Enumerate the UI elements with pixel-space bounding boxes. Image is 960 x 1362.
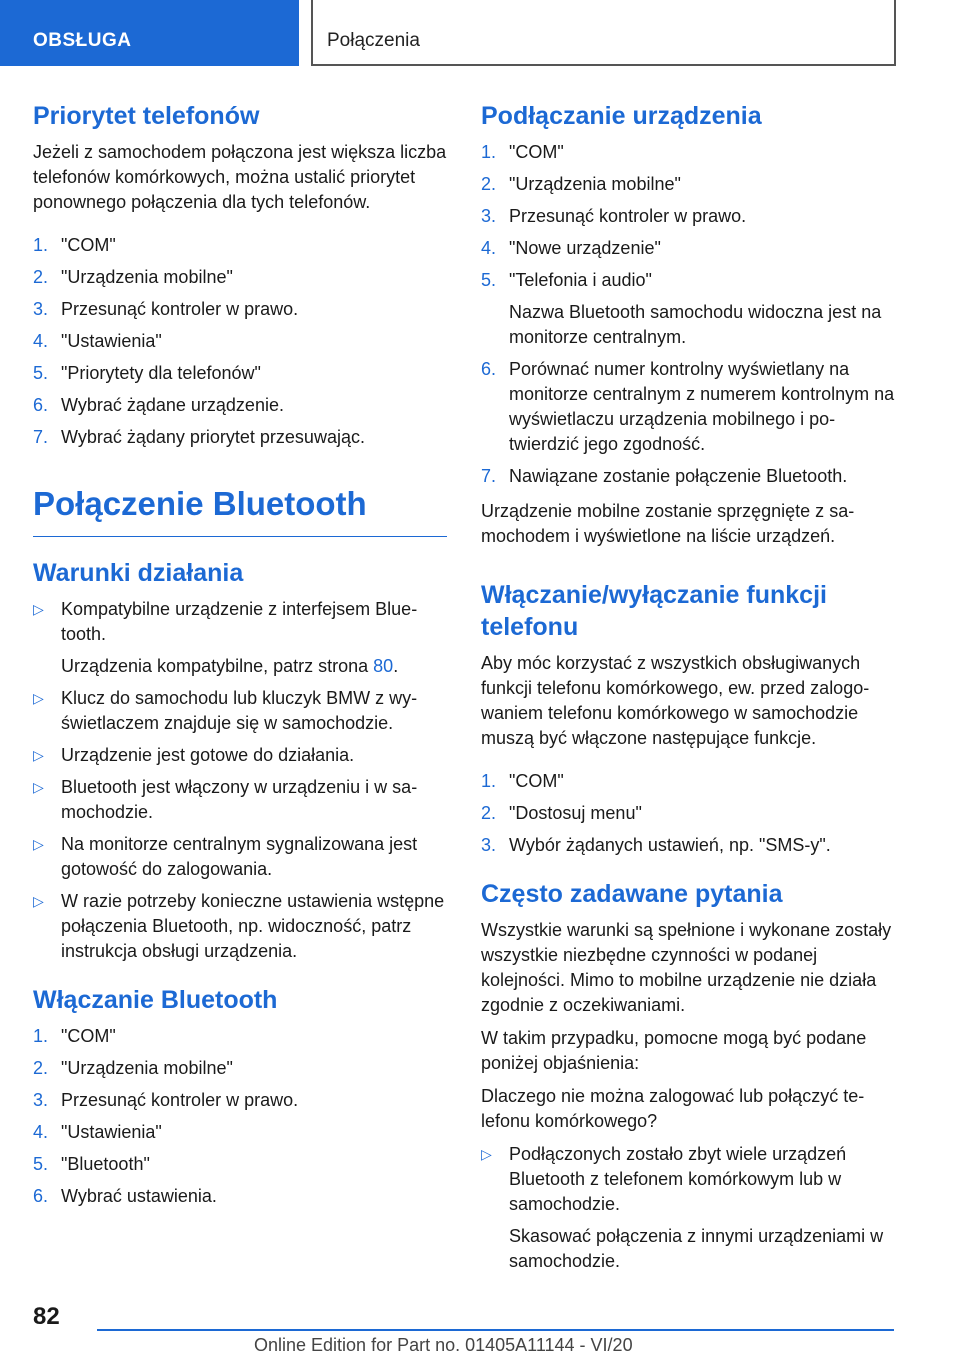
list-item: 2. "Urządzenia mobilne" [481,174,681,194]
page-header [0,0,960,66]
triangle-bullet-icon: ▷ [481,1146,492,1162]
list-item: 1. "COM" [33,1026,116,1046]
connect-heading: Podłączanie urządzenia [481,102,762,130]
functions-steps [481,769,896,858]
list-item: 1. "COM" [33,235,116,255]
list-item: 4. "Ustawienia" [33,1122,162,1142]
faq-p3: Dlaczego nie można zalogować lub połączyć telefonu komórkowego? [481,1086,865,1131]
connect-steps [481,140,896,489]
functions-intro: Aby móc korzystać z wszystkich obsługiwanych funkcji telefonu komórkowego, ew. przed zalogowaniem telefonu komórkowego w samochodzie muszą być włączone następujące funkcje. [481,653,870,748]
list-item: 1. "COM" [481,771,564,791]
triangle-bullet-icon: ▷ [33,601,44,617]
right-column [481,100,896,1284]
list-item: 2. "Urządzenia mobilne" [33,1058,233,1078]
list-item: 6. Wybrać ustawienia. [33,1186,217,1206]
list-item: 5. "Priorytety dla telefonów" [33,363,261,383]
faq-p1: Wszystkie warunki są spełnione i wykonane zostały wszystkie niezbędne czynności w podanej kolejności. Mimo to mobilne urządzenie nie działa zgodnie z oczekiwaniami. [481,920,892,1015]
page-link[interactable]: 80 [373,656,394,676]
list-item: ▷ Klucz do samochodu lub kluczyk BMW z wyświetlaczem znajduje się w samochodzie. [33,688,418,733]
list-item: 7. Wybrać żądany priorytet przesuwając. [33,427,365,447]
list-item: 3. Wybór żądanych ustawień, np. "SMS-y". [481,835,831,855]
functions-heading: Włączanie/wyłączanie funkcji telefonu [481,581,827,641]
list-item: 6. Porównać numer kontrolny wyświetlany na monitorze centralnym z numerem kontrolnym na wyświetlaczu urządzenia mobilnego i potwierdzić jego zgodność. [481,359,895,454]
list-item: ▷ Na monitorze centralnym sygnalizowana jest gotowość do zalogowania. [33,834,418,879]
footer-divider [97,1329,894,1331]
left-column [33,100,447,1219]
list-item: 3. Przesunąć kontroler w prawo. [33,299,299,319]
list-item: ▷ W razie potrzeby konieczne ustawienia wstępne połączenia Bluetooth, np. widoczność, patrz instrukcja obsługi urządzenia. [33,891,445,961]
priority-heading: Priorytet telefonów [33,102,260,130]
list-item: 2. "Dostosuj menu" [481,803,642,823]
compat-note: Urządzenia kompatybilne, patrz strona 80. [61,656,399,676]
faq-p2: W takim przypadku, pomocne mogą być podane poniżej objaśnienia: [481,1028,867,1073]
list-item: ▷ Kompatybilne urządzenie z interfejsem Bluetooth. Urządzenia kompatybilne, patrz strona 80. [33,597,447,679]
chapter-title: Połączenia [311,0,896,66]
faq-heading: Często zadawane pytania [481,880,783,908]
triangle-bullet-icon: ▷ [33,893,44,909]
list-item: 3. Przesunąć kontroler w prawo. [481,206,747,226]
triangle-bullet-icon: ▷ [33,747,44,763]
list-item: 4. "Ustawienia" [33,331,162,351]
page-number: 82 [33,1303,60,1330]
section-tab: OBSŁUGA [0,0,299,66]
edition-footer: Online Edition for Part no. 01405A11144 - VI/20 [254,1335,633,1355]
priority-steps [33,233,447,450]
list-item: 7. Nawiązane zostanie połączenie Bluetooth. [481,466,848,486]
conditions-list [33,597,447,964]
list-item: 2. "Urządzenia mobilne" [33,267,233,287]
list-item: 6. Wybrać żądane urządzenie. [33,395,284,415]
triangle-bullet-icon: ▷ [33,836,44,852]
priority-intro: Jeżeli z samochodem połączona jest większa liczba telefonów komórkowych, można ustalić priorytet ponownego połączenia dla tych telefonów. [33,142,447,212]
triangle-bullet-icon: ▷ [33,779,44,795]
bluetooth-heading: Połączenie Bluetooth [33,482,447,537]
connect-outro: Urządzenie mobilne zostanie sprzęgnięte z samochodem i wyświetlone na liście urządzeń. [481,501,855,546]
conditions-heading: Warunki działania [33,559,244,587]
list-item: ▷ Urządzenie jest gotowe do działania. [33,743,447,768]
list-item: ▷ Podłączonych zostało zbyt wiele urządzeń Bluetooth z telefonem komórkowym lub w samochodzie. Skasować połączenia z innymi urządzeniami w samochodzie. [481,1142,896,1274]
list-item: 4. "Nowe urządzenie" [481,238,661,258]
faq-bullet-note: Skasować połączenia z innymi urządzeniami w samochodzie. [509,1226,884,1271]
list-item: 3. Przesunąć kontroler w prawo. [33,1090,299,1110]
faq-list [481,1142,896,1274]
list-item: ▷ Bluetooth jest włączony w urządzeniu i w samochodzie. [33,777,418,822]
list-item: 1. "COM" [481,142,564,162]
list-item: 5. "Telefonia i audio" Nazwa Bluetooth samochodu widoczna jest na monitorze centralnym. [481,268,896,350]
list-item: 5. "Bluetooth" [33,1154,150,1174]
enable-steps [33,1024,447,1209]
step-note: Nazwa Bluetooth samochodu widoczna jest na monitorze centralnym. [509,302,882,347]
triangle-bullet-icon: ▷ [33,690,44,706]
enable-heading: Włączanie Bluetooth [33,986,278,1014]
